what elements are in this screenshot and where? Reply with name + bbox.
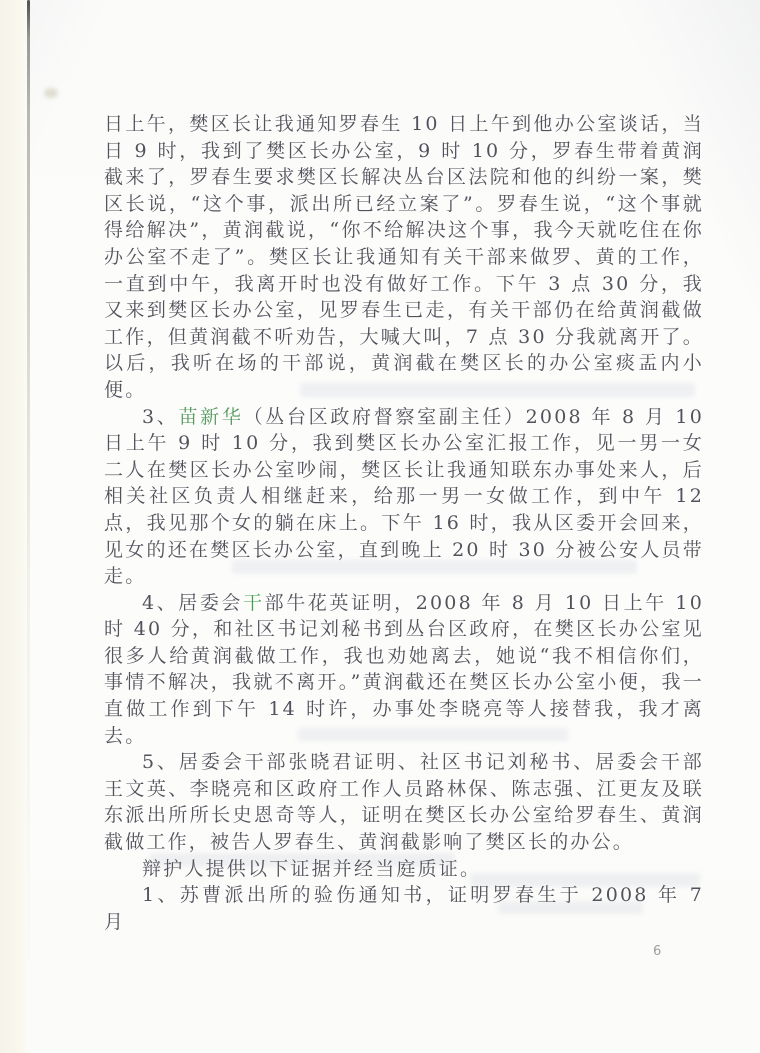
paragraph: [104, 111, 704, 404]
scan-smudge: [44, 88, 58, 98]
text-segment: 5、居委会干部张晓君证明、社区书记刘秘书、居委会干部王文英、李晓亮和区政府工作人员路林保、陈志强、江更友及联东派出所所长史恩奇等人，证明在樊区长办公室给罗春生、黄润截做工作，被告人罗春生、黄润截影响了樊区长的办公。: [104, 751, 704, 854]
highlighted-text-segment: 干: [243, 591, 265, 614]
highlighted-text-segment: 苗新华: [178, 405, 244, 428]
text-segment: （丛台区政府督察室副主任）2008 年 8 月 10 日上午 9 时 10 分，我到樊区长办公室汇报工作，见一男一女二人在樊区长办公室吵闹，樊区长让我通知联东办事处来人，后相关社区负责人相继赶来，给那一男一女做工作，到中午 12 点，我见那个女的躺在床上。下午 16 时，我从区委开会回来，见女的还在樊区长办公室，直到晚上 20 时 30 分被公安人员带走。: [104, 405, 704, 588]
paragraph: [104, 404, 704, 590]
paragraph: [104, 590, 704, 750]
document-text-body: [104, 111, 704, 935]
text-segment: 4、居委会: [142, 591, 244, 614]
text-segment: 3、: [142, 405, 179, 428]
page-number: 6: [653, 944, 662, 959]
text-segment: 部牛花英证明，2008 年 8 月 10 日上午 10 时 40 分，和社区书记刘秘书到丛台区政府，在樊区长办公室见很多人给黄润截做工作，我也劝她离去，她说“我不相信你们，事情不解决，我就不离开。”黄润截还在樊区长办公室小便，我一直做工作到下午 14 时许，办事处李晓亮等人接替我，我才离去。: [104, 591, 705, 747]
paragraph: [104, 882, 704, 935]
text-segment: 辩护人提供以下证据并经当庭质证。: [142, 857, 482, 880]
paragraph: [104, 749, 704, 855]
scan-edge-line: [27, 0, 30, 960]
paragraph: [104, 856, 704, 883]
text-segment: 日上午，樊区长让我通知罗春生 10 日上午到他办公室谈话，当日 9 时，我到了樊区长办公室，9 时 10 分，罗春生带着黄润截来了，罗春生要求樊区长解决丛台区法院和他的纠纷一案，樊区长说，“这个事，派出所已经立案了”。罗春生说，“这个事就得给解决”，黄润截说，“你不给解决这个事，我今天就吃住在你办公室不走了”。樊区长让我通知有关干部来做罗、黄的工作，一直到中午，我离开时也没有做好工作。下午 3 点 30 分，我又来到樊区长办公室，见罗春生已走，有关干部仍在给黄润截做工作，但黄润截不听劝告，大喊大叫，7 点 30 分我就离开了。以后，我听在场的干部说，黄润截在樊区长的办公室痰盂内小便。: [104, 113, 704, 401]
text-segment: 1、苏曹派出所的验伤通知书，证明罗春生于 2008 年 7 月: [104, 884, 704, 933]
scan-edge-strip: [0, 0, 28, 1053]
